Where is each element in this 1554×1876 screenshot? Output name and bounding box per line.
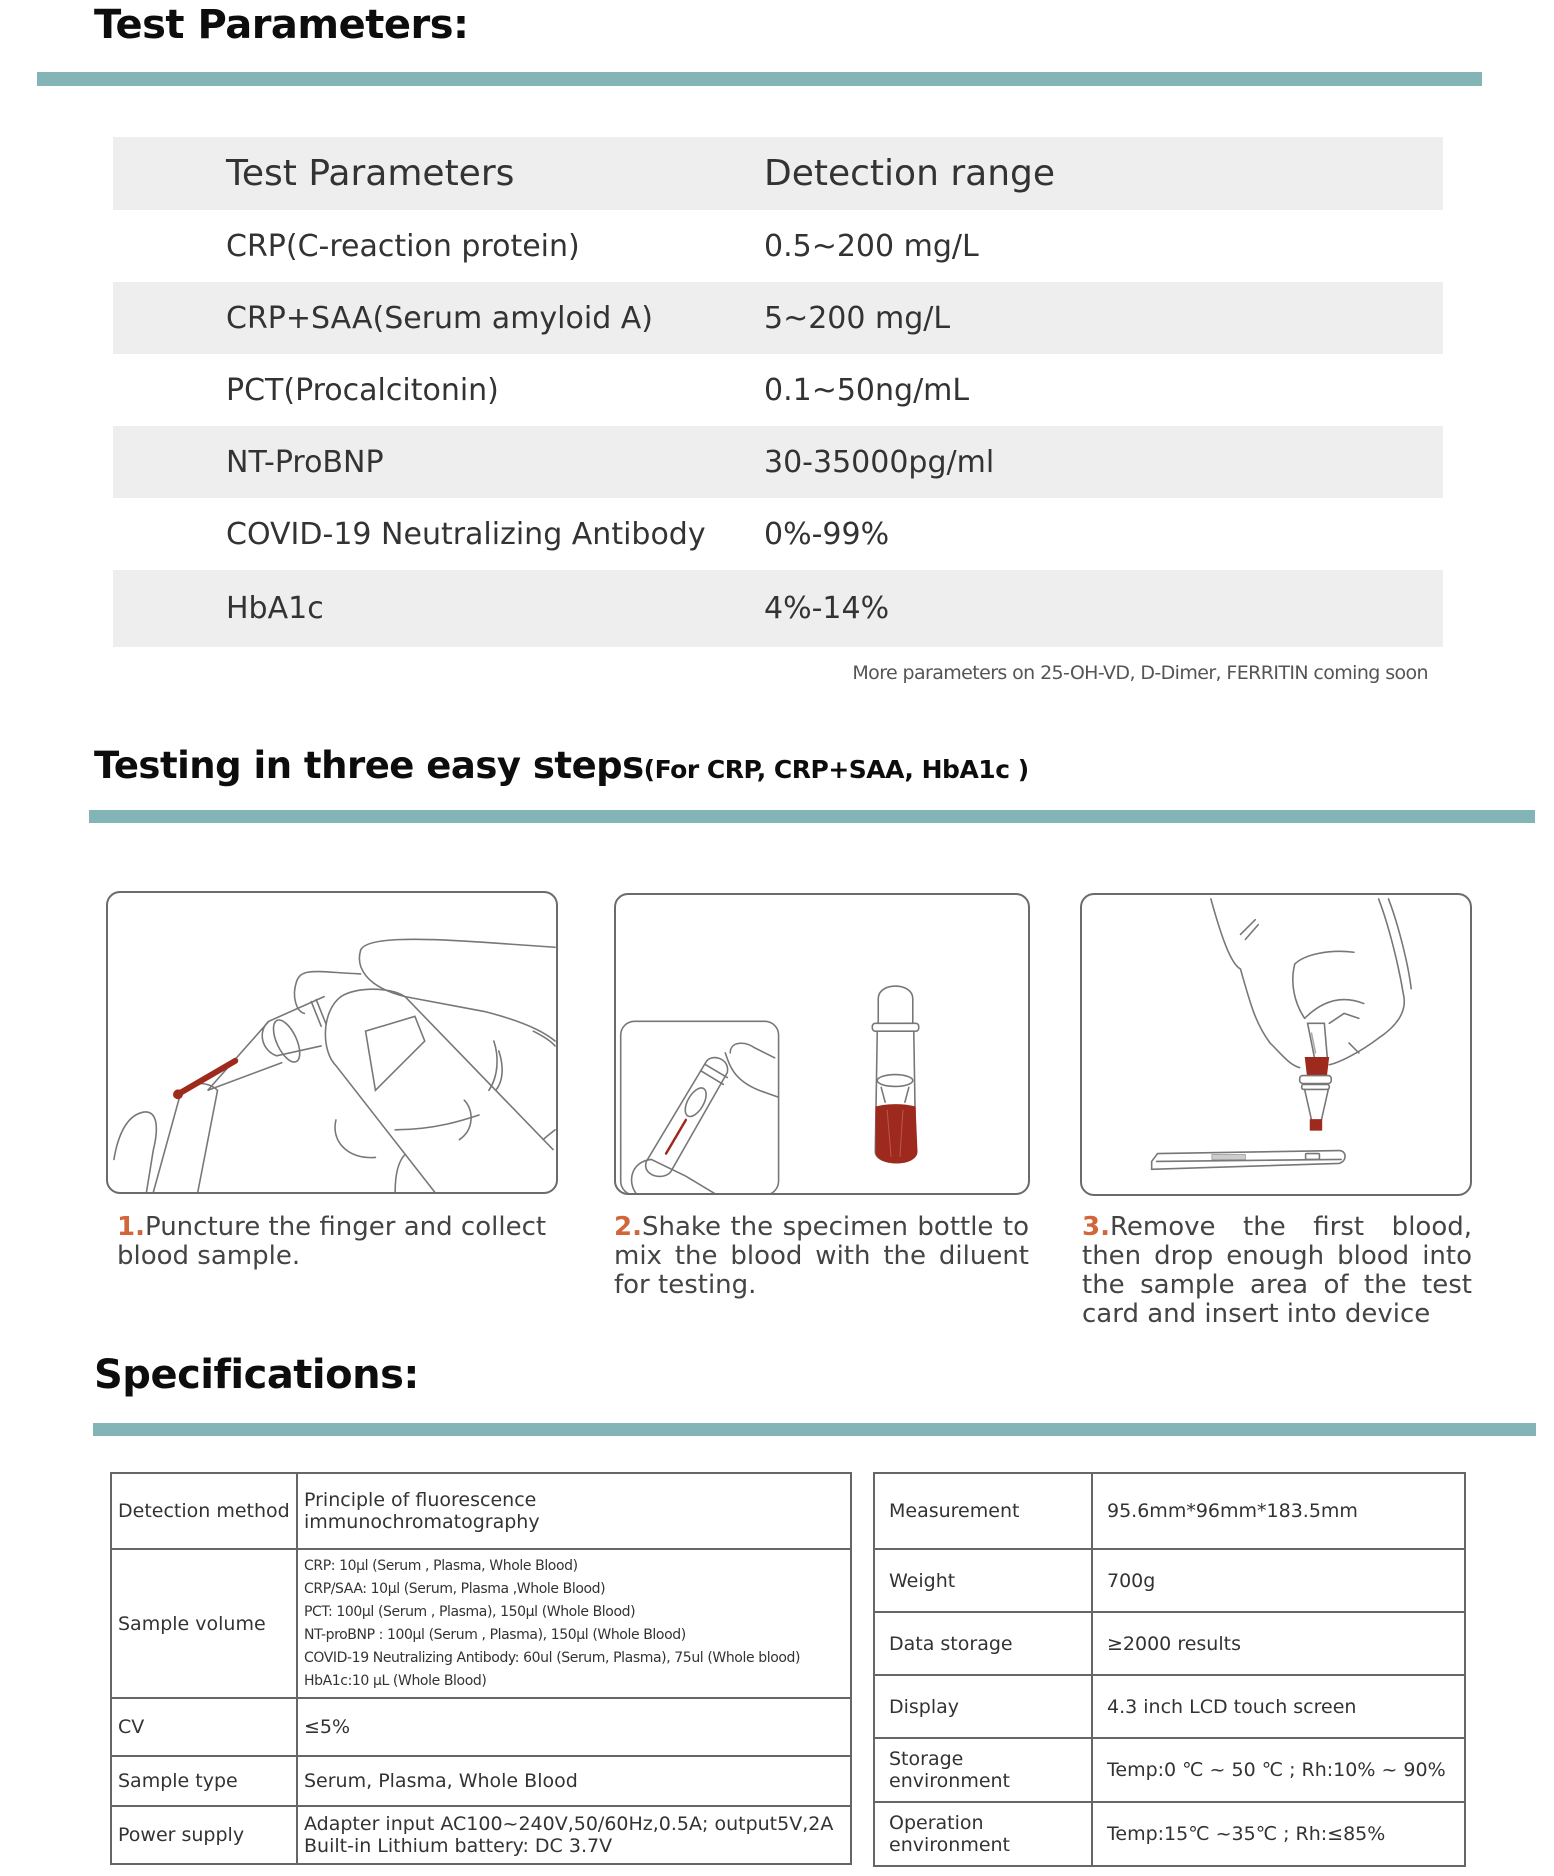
header-detection-range: Detection range: [764, 153, 1056, 194]
step-2-caption: [614, 1213, 1029, 1300]
spec-row: [111, 1698, 851, 1756]
spec-value-line: Principle of fluorescence: [304, 1489, 537, 1511]
finger-puncture-illustration: [106, 891, 558, 1194]
spec-value: [297, 1549, 851, 1698]
table-row: [113, 282, 1443, 354]
spec-value: [297, 1806, 851, 1864]
spec-value-line: HbA1c:10 μL (Whole Blood): [304, 1672, 487, 1689]
spec-key: Power supply: [111, 1806, 297, 1864]
parameter-name: CRP+SAA(Serum amyloid A): [226, 300, 654, 336]
spec-row: [874, 1612, 1465, 1675]
table-row: [113, 498, 1443, 570]
spec-row: [874, 1473, 1465, 1549]
table-header-row: [113, 137, 1443, 210]
spec-row: [111, 1473, 851, 1549]
spec-value-line: CRP: 10μl (Serum , Plasma, Whole Blood): [304, 1557, 578, 1574]
spec-key: CV: [111, 1698, 297, 1756]
step-text: Remove the first blood, then drop enough blood into the sample area of the test card and insert into device: [1082, 1212, 1472, 1329]
spec-row: [874, 1675, 1465, 1738]
spec-value: 95.6mm*96mm*183.5mm: [1092, 1473, 1465, 1549]
test-parameters-heading: Test Parameters:: [94, 2, 469, 48]
spec-key: Weight: [874, 1549, 1092, 1612]
steps-heading: [94, 744, 1029, 787]
spec-key: Data storage: [874, 1612, 1092, 1675]
spec-row: [874, 1802, 1465, 1866]
section-divider: [93, 1423, 1536, 1436]
spec-key: Detection method: [111, 1473, 297, 1549]
table-row: [113, 210, 1443, 282]
spec-value: 700g: [1092, 1549, 1465, 1612]
detection-range: 4%-14%: [764, 591, 890, 626]
spec-value-line: NT-proBNP : 100μl (Serum , Plasma), 150μl (Whole Blood): [304, 1626, 686, 1643]
spec-row: [111, 1549, 851, 1698]
spec-value-line: COVID-19 Neutralizing Antibody: 60ul (Serum, Plasma), 75ul (Whole blood): [304, 1649, 801, 1666]
spec-value-line: CRP/SAA: 10μl (Serum, Plasma ,Whole Blood): [304, 1580, 606, 1597]
spec-value: ≥2000 results: [1092, 1612, 1465, 1675]
spec-table-right: [873, 1472, 1466, 1867]
spec-value: ≤5%: [297, 1698, 851, 1756]
step-text: Shake the specimen bottle to mix the blood with the diluent for testing.: [614, 1212, 1029, 1300]
detection-range: 0.5~200 mg/L: [764, 228, 979, 264]
specifications-heading: Specifications:: [94, 1352, 419, 1398]
spec-key: [874, 1802, 1092, 1866]
detection-range: 5~200 mg/L: [764, 300, 951, 336]
spec-value: Temp:15℃ ~35℃ ; Rh:≤85%: [1092, 1802, 1465, 1866]
spec-value: Serum, Plasma, Whole Blood: [297, 1756, 851, 1806]
parameter-name: PCT(Procalcitonin): [226, 372, 499, 408]
step-number: 2.: [614, 1212, 642, 1242]
spec-row: [874, 1738, 1465, 1802]
drop-on-test-card-illustration: [1080, 893, 1472, 1196]
spec-row: [874, 1549, 1465, 1612]
parameter-name: NT-ProBNP: [226, 444, 384, 480]
parameter-name: HbA1c: [226, 591, 324, 626]
spec-value: [297, 1473, 851, 1549]
table-row: [113, 426, 1443, 498]
spec-key-line: environment: [889, 1770, 1011, 1792]
step-text: Puncture the finger and collect blood sample.: [117, 1212, 547, 1271]
spec-key: Sample type: [111, 1756, 297, 1806]
spec-key-line: environment: [889, 1834, 1011, 1856]
spec-value-line: PCT: 100μl (Serum , Plasma), 150μl (Whole Blood): [304, 1603, 636, 1620]
spec-value-line: Adapter input AC100~240V,50/60Hz,0.5A; output5V,2A: [304, 1813, 834, 1835]
parameter-name: COVID-19 Neutralizing Antibody: [226, 516, 706, 552]
steps-heading-title: Testing in three easy steps: [94, 744, 644, 787]
detection-range: 30-35000pg/ml: [764, 444, 995, 480]
spec-key: Measurement: [874, 1473, 1092, 1549]
spec-value: Temp:0 ℃ ~ 50 ℃ ; Rh:10% ~ 90%: [1092, 1738, 1465, 1802]
step-1-caption: [117, 1213, 547, 1271]
step-number: 3.: [1082, 1212, 1110, 1242]
parameters-table: [113, 137, 1443, 647]
section-divider: [89, 810, 1535, 823]
spec-key-line: Operation: [889, 1812, 984, 1834]
spec-value: 4.3 inch LCD touch screen: [1092, 1675, 1465, 1738]
steps-heading-subtitle: (For CRP, CRP+SAA, HbA1c ): [643, 755, 1029, 784]
detection-range: 0%-99%: [764, 516, 890, 552]
spec-row: [111, 1756, 851, 1806]
step-3-caption: [1082, 1213, 1472, 1329]
spec-value-line: Built-in Lithium battery: DC 3.7V: [304, 1835, 613, 1857]
step-number: 1.: [117, 1212, 145, 1242]
header-test-parameters: Test Parameters: [226, 153, 515, 194]
specimen-bottle-illustration: [614, 893, 1030, 1195]
parameter-name: CRP(C-reaction protein): [226, 228, 580, 264]
spec-key: [874, 1738, 1092, 1802]
more-parameters-note: More parameters on 25-OH-VD, D-Dimer, FERRITIN coming soon: [852, 662, 1428, 684]
spec-row: [111, 1806, 851, 1864]
section-divider: [37, 72, 1482, 86]
table-row: [113, 354, 1443, 426]
spec-key: Sample volume: [111, 1549, 297, 1698]
spec-table-left: [110, 1472, 852, 1865]
spec-key-line: Storage: [889, 1748, 964, 1770]
spec-key: Display: [874, 1675, 1092, 1738]
spec-value-line: immunochromatography: [304, 1511, 540, 1533]
detection-range: 0.1~50ng/mL: [764, 372, 970, 408]
table-row: [113, 570, 1443, 647]
